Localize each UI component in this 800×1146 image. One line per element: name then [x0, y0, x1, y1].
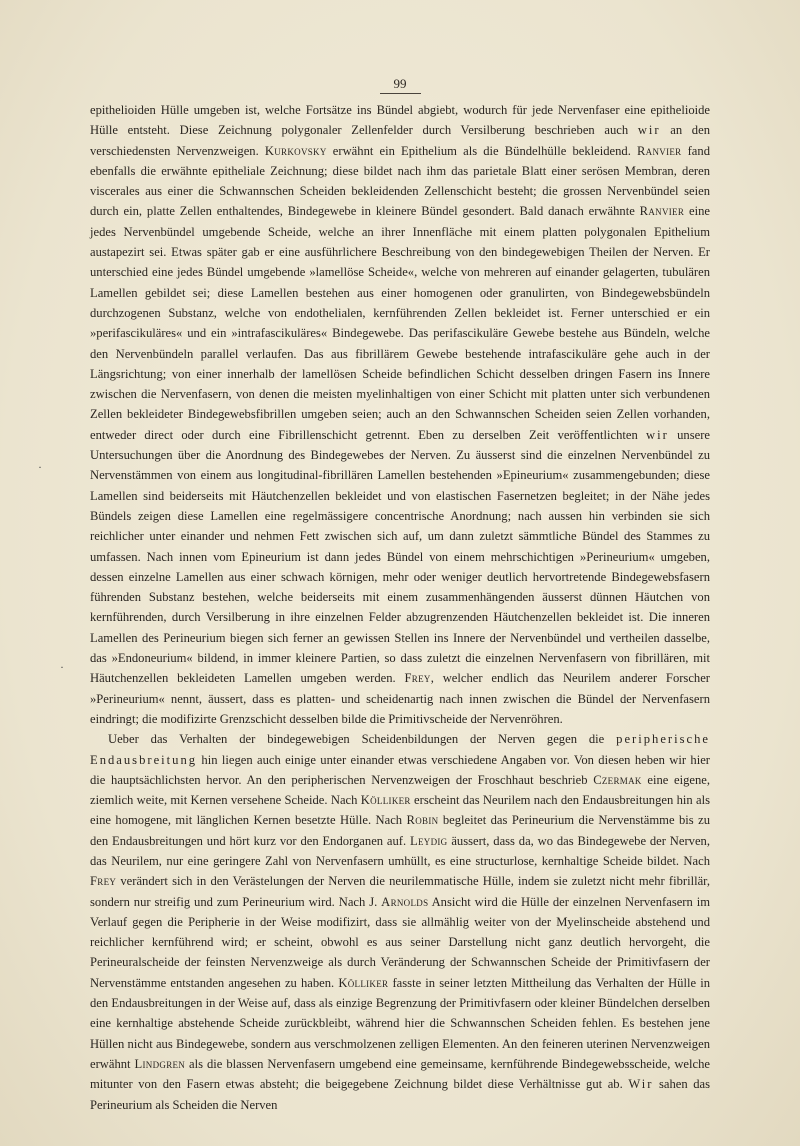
text-run: Ueber das Verhalten der bindegewebigen Scheidenbildungen der Nerven gegen die: [108, 732, 617, 747]
paragraph: [90, 100, 710, 729]
author-name: Frey: [404, 671, 431, 686]
author-name: Ranvier: [636, 143, 682, 158]
author-name: Arnolds: [381, 894, 429, 909]
text-run: erscheint das Neurilem nach den Endausbreitungen hin als eine homogene, mit länglichen Kernen besetzte Hülle. Nach: [90, 793, 710, 828]
author-name: Robin: [406, 813, 439, 828]
text-run: äussert, dass da, wo das Bindegewebe der Nerven, das Neurilem, nur eine geringere Zahl von Nervenfasern umhüllt, es eine structurlose, kernhaltige Scheide bildet. Nach: [90, 833, 710, 868]
text-run: eine jedes Nervenbündel umgebende Scheide, welche an ihrer Innenfläche mit einem platten polygonalen Epithelium austapezirt sei. Etwas später gab er eine ausführlichere Beschreibung von den bindegewebigen Theilen der Nerven. Er unterschied eine jedes Bündel umgebende »lamellöse Scheide«, welche von mehreren auf einander gelagerten, tubulären Lamellen gebildet sei; diese Lamellen bestehen aus einer homogenen oder granulirten, von Bindegewebsbündeln durchzogenen Substanz, welche von endothelialen, kernführenden Zellen bekleidet ist. Ferner unterschied er ein »perifascikuläres« und ein »intrafascikuläres« Bindegewebe. Das perifascikuläre Gewebe bestehe aus Bündeln, welche den Nervenbündeln parallel verlaufen. Das aus fibrillärem Gewebe bestehende intrafascikuläre gehe auch in der Längsrichtung; von einer innerhalb der lamellösen Scheide befindlichen Schicht desselben dringen Fasern ins Innere zwischen die Nervenfasern, von denen die meisten myelinhaltigen von einer Schicht mit platten unter sich verbundenen Zellen bekleideter Bindegewebsfibrillen umgeben seien; auch an den Schwannschen Scheiden seien Zellen vorhanden, entweder direct oder durch eine Fibrillenschicht getrennt. Eben zu derselben Zeit veröffentlichten: [90, 204, 710, 442]
emphasis: peripherische Endausbreitung: [90, 732, 710, 767]
margin-mark: ·: [60, 660, 64, 674]
text-run: fand ebenfalls die erwähnte epitheliale Zeichnung; diese bildet nach ihm das parietale Blatt einer serösen Membran, deren viscerales aus einer die Schwannschen Scheiden bekleidenden Zellenschicht besteht; die grossen Nervenbündel seien durch ein, platte Zellen enthaltendes, Bindegewebe in kleinere Bündel gesondert. Bald danach erwähnte: [90, 143, 710, 219]
author-name: Czermak: [593, 772, 642, 787]
paragraph: [90, 729, 710, 1115]
text-run: sahen das Perineurium als Scheiden die Nerven: [90, 1077, 710, 1112]
text-run: unsere Untersuchungen über die Anordnung des Bindegewebes der Nerven. Zu äusserst sind die einzelnen Nervenbündel zu Nervenstämmen von einem aus longitudinal-fibrillären Lamellen bestehenden »Epineurium« zusammengebunden; diese Lamellen sind beiderseits mit Häutchenzellen bekleidet und von elastischen Fasernetzen begleitet; in der Nähe jedes Bündels zeigen diese Lamellen eine regelmässigere concentrische Anordnung; nach aussen hin verbinden sie sich reichlicher unter einander und nehmen Fett zwischen sich auf, um dann zuletzt sämmtliche Bündel des Stammes zu umfassen. Nach innen vom Epineurium ist dann jedes Bündel von einem mehrschichtigen »Perineurium« umgeben, dessen einzelne Lamellen aus einer schwach körnigen, mehr oder weniger deutlich hervortretende Bindegewebsfasern führenden Substanz bestehen, welche beiderseits mit einem zusammenhängenden äusserst dünnen Häutchen von kernführenden, durch Versilberung in ihre einzelnen Felder abzugrenzenden Häutchenzellen bekleidet ist. Die inneren Lamellen des Perineurium biegen sich ferner an gewissen Stellen ins Innere der Nervenbündel und vertheilen dasselbe, das »Endoneurium« bildend, in immer kleinere Partien, so dass zuletzt die einzelnen Nervenfasern von fibrillären, mit Häutchenzellen bekleideten Lamellen umgeben werden.: [90, 427, 710, 686]
author-name: Leydig: [409, 833, 448, 848]
text-run: verändert sich in den Verästelungen der Nerven die neurilemmatische Hülle, indem sie zuletzt nicht mehr fibrillär, sondern nur streifig und zum Perineurium wird. Nach J.: [90, 874, 710, 909]
page-number: 99: [0, 76, 800, 92]
text-run: Ansicht wird die Hülle der einzelnen Nervenfasern im Verlauf gegen die Peripherie in der Weise modifizirt, dass sie allmählig weiter von der Myelinscheide abstehend und reichlicher kernführend wird; er scheint, obwohl es aus seiner Darstellung nicht ganz deutlich hervorgeht, die Perineuralscheide der feinsten Nervenzweige als durch Veränderung der Schwannschen Scheide der Primitivfasern der Nervenstämme entstanden angesehen zu haben.: [90, 894, 710, 990]
text-run: als die blassen Nervenfasern umgebend eine gemeinsame, kernführende Bindegewebsscheide, welche mitunter von den Fasern etwas absteht; die beigegebene Zeichnung bildet diese Verhältnisse gut ab.: [90, 1056, 710, 1092]
text-run: eine eigene, ziemlich weite, mit Kernen versehene Scheide. Nach: [90, 772, 710, 808]
text-run: fasste in seiner letzten Mittheilung das Verhalten der Hülle in den Endausbreitungen in der Weise auf, dass als einzige Begrenzung der Primitivfasern oder kleiner Bündelchen derselben eine kernhaltige abstehende Scheide zurückbleibt, während hier die Schwannschen Scheiden fehlen. Es bestehen jene Hüllen nicht aus Bindegewebe, sondern aus verschmolzenen zelligen Elementen. An den feineren uterinen Nervenzweigen erwähnt: [90, 975, 710, 1071]
author-name: Ranvier: [639, 204, 685, 219]
text-run: , welcher endlich das Neurilem anderer Forscher »Perineurium« nennt, äussert, dass es platten- und scheidenartig nach innen zwischen die Bündel der Nervenfasern eindringt; die modifizirte Grenzschicht desselben bilde die Primitivscheide der Nervenröhren.: [90, 671, 711, 726]
author-name: Kurkovsky: [264, 143, 327, 158]
author-name: Kölliker: [338, 975, 389, 990]
author-name: Lindgren: [134, 1056, 186, 1071]
emphasis: wir: [646, 427, 669, 442]
author-name: Frey: [90, 874, 117, 889]
text-run: an den verschiedensten Nervenzweigen.: [90, 123, 710, 158]
body-text: [90, 100, 710, 1115]
text-run: begleitet das Perineurium die Nervenstämme bis zu den Endausbreitungen und hört kurz vor den Endorganen auf.: [90, 813, 710, 848]
emphasis: wir: [637, 123, 661, 138]
margin-mark: ·: [38, 460, 42, 474]
emphasis: Wir: [628, 1077, 654, 1092]
text-run: epithelioiden Hülle umgeben ist, welche Fortsätze ins Bündel abgiebt, wodurch für jede Nervenfaser eine epithelioide Hülle entsteht. Diese Zeichnung polygonaler Zellenfelder durch Versilberung beschrieben auch: [90, 103, 710, 138]
author-name: Kölliker: [360, 793, 411, 808]
text-run: erwähnt ein Epithelium als die Bündelhülle bekleidend.: [326, 143, 637, 158]
text-run: hin liegen auch einige unter einander etwas verschiedene Angaben vor. Von diesen heben wir hier die hauptsächlichsten hervor. An den peripherischen Nervenzweigen der Froschhaut beschrieb: [90, 752, 710, 787]
